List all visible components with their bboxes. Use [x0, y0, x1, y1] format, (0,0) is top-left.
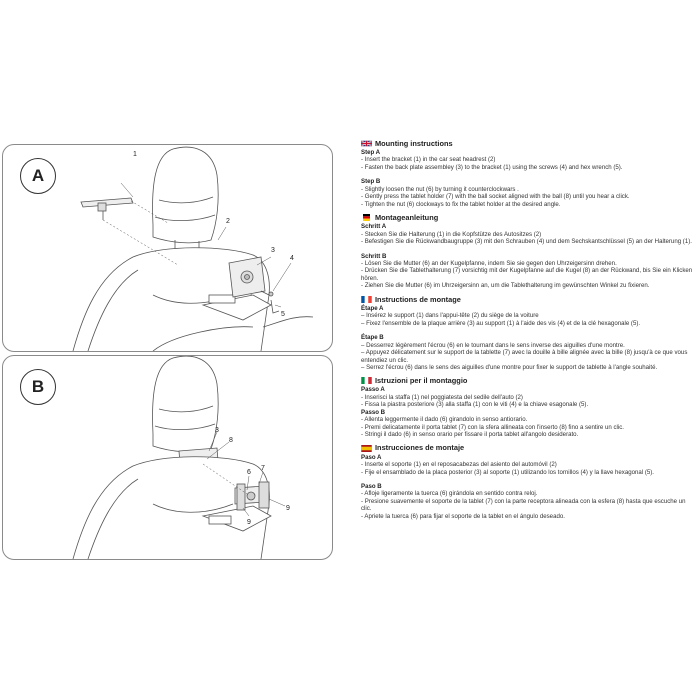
step-a-illustration — [3, 145, 332, 351]
step-label: Passo B — [361, 408, 386, 416]
section-fr — [361, 294, 696, 372]
flag-de-icon — [361, 214, 372, 221]
step-label: Étape B — [361, 334, 384, 342]
instruction-line: - Stecken Sie die Halterung (1) in die Kopfstütze des Autositzes (2) — [361, 230, 542, 238]
section-header — [361, 138, 696, 149]
section-header — [361, 294, 696, 305]
step-label: Step A — [361, 149, 381, 156]
instruction-line: - Fije el ensamblado de la placa posterior (3) al soporte (1) utilizando los tornillos (4) y la llave hexagonal (5). — [361, 468, 654, 476]
instruction-line: - Inserte el soporte (1) en el reposacabezas del asiento del automóvil (2) — [361, 461, 557, 469]
flag-uk-icon — [361, 140, 372, 147]
instruction-line: - Gently press the tablet holder (7) with the ball socket aligned with the ball (8) until you hear a click. — [361, 193, 630, 201]
step-b-illustration — [3, 356, 332, 559]
figure-panel-step-b — [2, 355, 333, 560]
instruction-line: - Lösen Sie die Mutter (6) an der Kugelpfanne, indem Sie sie gegen den Uhrzeigersinn drehen. — [361, 259, 617, 267]
step-label: Passo A — [361, 386, 385, 394]
section-es — [361, 443, 696, 521]
callout-1: 1 — [133, 151, 137, 158]
step-label: Schritt A — [361, 223, 387, 231]
instruction-line: – Insérez le support (1) dans l'appui-tête (2) du siège de la voiture — [361, 312, 539, 320]
instruction-line: - Tighten the nut (6) clockways to fix the tablet holder at the desired angle. — [361, 200, 561, 208]
step-label: Step B — [361, 178, 381, 186]
instruction-line: - Afloje ligeramente la tuerca (6) girándola en sentido contra reloj. — [361, 490, 538, 498]
instruction-line: - Premi delicatamente il porta tablet (7) con la sfera allineata con l'inserto (8) fino a sentire un clic. — [361, 423, 624, 431]
instruction-line: - Presione suavemente el soporte de la tablet (7) con la parte receptora alineada con la esfera (8) hasta que escuche un clic. — [361, 497, 686, 513]
step-label: Paso B — [361, 482, 382, 490]
callout-2: 2 — [226, 218, 230, 225]
instruction-line: - Apriete la tuerca (6) para fijar el soporte de la tablet en el ángulo deseado. — [361, 512, 565, 520]
instruction-line: – Desserrez légèrement l'écrou (6) en le tournant dans le sens inverse des aiguilles d'une montre. — [361, 341, 625, 349]
instruction-line: - Slightly loosen the nut (6) by turning it counterclockwars . — [361, 185, 519, 193]
callout-6: 6 — [247, 469, 251, 476]
instruction-line: - Fissa la piastra posteriore (3) alla staffa (1) con le viti (4) e la chiave esagonale (5). — [361, 401, 589, 409]
section-header — [361, 212, 696, 223]
instruction-line: - Stringi il dado (6) in senso orario per fissare il porta tablet all'angolo desiderato. — [361, 431, 579, 439]
section-title: Instrucciones de montaje — [375, 443, 465, 453]
section-header — [361, 375, 696, 386]
section-title: Montageanleitung — [375, 212, 439, 222]
callout-7: 7 — [261, 465, 265, 472]
callout-9-right: 9 — [286, 505, 290, 512]
flag-es-icon — [361, 445, 372, 452]
instructions-column — [361, 138, 696, 524]
instruction-line: - Inserisci la staffa (1) nel poggiatesta del sedile dell'auto (2) — [361, 393, 523, 401]
figure-panel-step-a — [2, 144, 333, 352]
instruction-line: – Appuyez délicatement sur le support de la tablette (7) avec la douille à bille alignée avec la bille (8) jusqu'à ce que vous entendiez un clic. — [361, 349, 688, 364]
instruction-line: - Insert the bracket (1) in the car seat headrest (2) — [361, 156, 496, 164]
section-title: Istruzioni per il montaggio — [375, 376, 468, 386]
instruction-line: - Befestigen Sie die Rückwandbaugruppe (3) mit den Schrauben (4) und dem Sechskantschlüssel (5) an der Halterung (1). — [361, 238, 692, 246]
section-it — [361, 375, 696, 438]
callout-5: 5 — [281, 311, 285, 318]
instruction-line: - Allenta leggermente il dado (6) girandolo in senso antiorario. — [361, 416, 528, 424]
step-b-badge: B — [20, 369, 56, 405]
flag-it-icon — [361, 377, 372, 384]
callout-3: 3 — [215, 427, 219, 434]
section-title: Mounting instructions — [375, 138, 453, 148]
flag-fr-icon — [361, 296, 372, 303]
section-title: Instructions de montage — [375, 294, 461, 304]
step-label: Paso A — [361, 453, 382, 461]
instruction-line: – Serrez l'écrou (6) dans le sens des aiguilles d'une montre pour fixer le support de tablette à l'angle souhaité. — [361, 363, 658, 371]
section-uk — [361, 138, 696, 208]
callout-3: 3 — [271, 247, 275, 254]
callout-4: 4 — [290, 255, 294, 262]
callout-8: 8 — [229, 437, 233, 444]
section-header — [361, 443, 696, 454]
instruction-line: - Ziehen Sie die Mutter (6) im Uhrzeigersinn an, um die Tablethalterung im gewünschten Winkel zu fixieren. — [361, 282, 650, 290]
step-label: Schritt B — [361, 252, 387, 260]
callout-9-left: 9 — [247, 519, 251, 526]
instruction-line: – Fixez l'ensemble de la plaque arrière (3) au support (1) à l'aide des vis (4) et de la clé hexagonale (5). — [361, 319, 641, 327]
step-a-badge: A — [20, 158, 56, 194]
instruction-line: - Drücken Sie die Tablethalterung (7) vorsichtig mit der Kugelpfanne auf die Kugel (8) an der Rückwand, bis Sie ein Klicken hören. — [361, 267, 693, 282]
step-label: Étape A — [361, 304, 384, 312]
instruction-line: - Fasten the back plate assembley (3) to the bracket (1) using the screws (4) and hex wrench (5). — [361, 163, 623, 171]
section-de — [361, 212, 696, 290]
